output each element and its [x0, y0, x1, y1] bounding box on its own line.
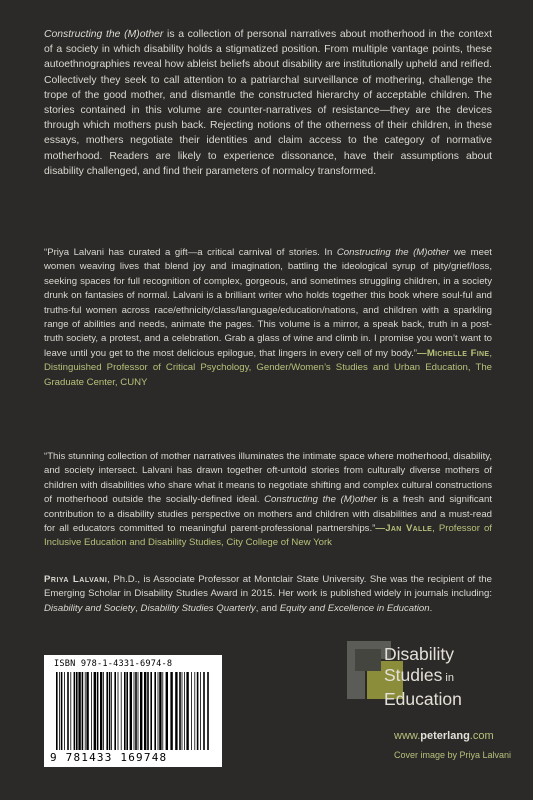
series-word: Studies	[384, 665, 443, 685]
book-title: Constructing the (M)other	[336, 247, 450, 258]
journal-name: Equity and Excellence in Education	[279, 602, 430, 614]
barcode-bar	[111, 672, 112, 750]
barcode-bar	[147, 672, 149, 750]
barcode-bar	[76, 672, 78, 750]
barcode-bar	[121, 672, 122, 750]
barcode-bar	[85, 672, 86, 750]
barcode-bar	[150, 672, 152, 750]
barcode-bar	[56, 672, 58, 750]
barcode-bar	[170, 672, 172, 750]
barcode-bar	[154, 672, 156, 750]
bio-text: .	[429, 602, 433, 614]
book-title: Constructing the (M)other	[44, 29, 164, 40]
barcode-bar	[134, 672, 135, 750]
barcode-bar	[138, 672, 139, 750]
bio-text: ,	[135, 602, 141, 614]
description-text: is a collection of personal narratives about motherhood in the context of a society in which disability holds a stigmatized position. From multiple vantage points, these autoethnographies reveal how ableist beliefs about disability are institutionally upheld and reified. Collectively they seek to call attention to a patriarchal surveillance of mothering, challenge the trope of the good mother, and dismantle the constructed hierarchy of acceptable children. The stories contained in this volume are counter-narratives of resistance—they are the devices through which mothers push back. Rejecting notions of the otherness of their children, in these essays, mothers negotiate their identities and claim access to the category of normative motherhood. Readers are likely to experience dissonance, have their assumptions about disability challenged, and find their parameters of normalcy transformed.	[44, 29, 492, 177]
quote-attribution: —Michelle Fine	[417, 347, 490, 359]
series-word: in	[442, 672, 454, 684]
barcode-bar	[109, 672, 111, 750]
barcode-bar	[159, 672, 161, 750]
barcode-bar	[82, 672, 84, 750]
author-name: Priya Lalvani	[44, 574, 108, 585]
barcode-bar	[207, 672, 209, 750]
barcode-bar	[94, 672, 96, 750]
barcode-bar	[197, 672, 199, 750]
barcode-bar	[97, 672, 99, 750]
url-part: .com	[469, 730, 494, 742]
quote-text: is a fresh and significant contribution to a disability studies perspective on mothers and children with disabilities and a must-read for all educators committed to meaningful parent-professional partnerships.”	[44, 494, 493, 535]
barcode-bar	[162, 672, 163, 750]
series-name	[384, 644, 462, 710]
barcode-bar	[194, 672, 195, 750]
barcode-bar	[126, 672, 128, 750]
endorsement-fine	[44, 246, 492, 390]
journal-name: Disability Studies Quarterly	[140, 602, 256, 614]
barcode-bar	[59, 672, 60, 750]
cover-credit: Cover image by Priya Lalvani	[394, 750, 512, 760]
barcode-bar	[191, 672, 192, 750]
book-description	[44, 27, 492, 179]
barcode-bar	[135, 672, 137, 750]
barcode-bar	[175, 672, 177, 750]
barcode-bar	[78, 672, 80, 750]
quote-affiliation: , Distinguished Professor of Critical Psychology, Gender/Women’s Studies and Urban Education, The Graduate Center, CUNY	[44, 347, 492, 388]
barcode-bar	[130, 672, 132, 750]
bio-text: , Ph.D., is Associate Professor at Montclair State University. She was the recipient of the Emerging Scholar in Disability Studies Award in 2015. Her work is published widely in journals including:	[44, 574, 492, 600]
barcode-bar	[184, 672, 185, 750]
url-part: www.	[394, 730, 421, 742]
quote-attribution: —Jan Valle	[375, 523, 433, 535]
series-line	[384, 665, 462, 689]
book-title: Constructing the (M)other	[264, 494, 377, 506]
barcode-bar	[200, 672, 201, 750]
barcode-bars	[56, 672, 212, 750]
barcode-bar	[64, 672, 65, 750]
barcode-bar	[61, 672, 63, 750]
barcode-bar	[86, 672, 88, 750]
barcode-bar	[106, 672, 108, 750]
bio-text: , and	[255, 602, 280, 614]
series-line: Disability	[384, 644, 455, 664]
barcode-bar	[74, 672, 76, 750]
quote-text: “Priya Lalvani has curated a gift—a critical carnival of stories. In	[44, 247, 337, 258]
barcode-bar	[144, 672, 146, 750]
barcode-bar	[158, 672, 159, 750]
barcode-bar	[118, 672, 119, 750]
barcode-bar	[100, 672, 102, 750]
barcode-bar	[203, 672, 205, 750]
publisher-url	[394, 730, 494, 742]
barcode-bar	[70, 672, 71, 750]
barcode-bar	[103, 672, 104, 750]
isbn-number: 9 781433 169748	[50, 751, 168, 764]
barcode-bar	[114, 672, 116, 750]
barcode-bar	[140, 672, 142, 750]
quote-affiliation: , Professor of Inclusive Education and Disability Studies, City College of New York	[44, 523, 492, 549]
quote-text: we meet women weaving lives that blend joy and imagination, battling the ideological syrup of pity/grief/loss, seeking spaces for full recognition of complex, gorgeous, and sometimes struggling children, in a society drunk on fantasies of normal. Lalvani is a brilliant writer who holds together this book where soul-ful and truths-ful women across race/ethnicity/class/language/education/nations, and children with a sparkling range of abilities and needs, animate the pages. This volume is a mirror, a speak back, truth in a post-truth society, a protest, and a celebration. Grab a glass of wine and climb in. I promise you won’t want to leave until you get to the most delicious epilogue, that lingers in every cell of my body.”	[44, 247, 492, 359]
barcode-bar	[182, 672, 183, 750]
barcode-bar	[166, 672, 168, 750]
endorsement-valle	[44, 450, 492, 551]
author-bio	[44, 573, 492, 616]
barcode-bar	[179, 672, 181, 750]
barcode-bar	[186, 672, 188, 750]
journal-name: Disability and Society	[44, 602, 136, 614]
series-line: Education	[384, 689, 462, 709]
barcode	[44, 655, 222, 767]
barcode-bar	[91, 672, 92, 750]
url-part: peterlang	[420, 730, 470, 742]
barcode-bar	[67, 672, 69, 750]
quote-text: “This stunning collection of mother narratives illuminates the intimate space where motherhood, disability, and society intersect. Lalvani has drawn together oft-untold stories from culturally diverse mothers of children with disabilities who share what it means to negotiate shifting and complex cultural constructions of motherhood outside the socially-defined ideal.	[44, 451, 492, 506]
barcode-bar	[124, 672, 126, 750]
isbn-label: ISBN 978-1-4331-6974-8	[54, 659, 173, 669]
